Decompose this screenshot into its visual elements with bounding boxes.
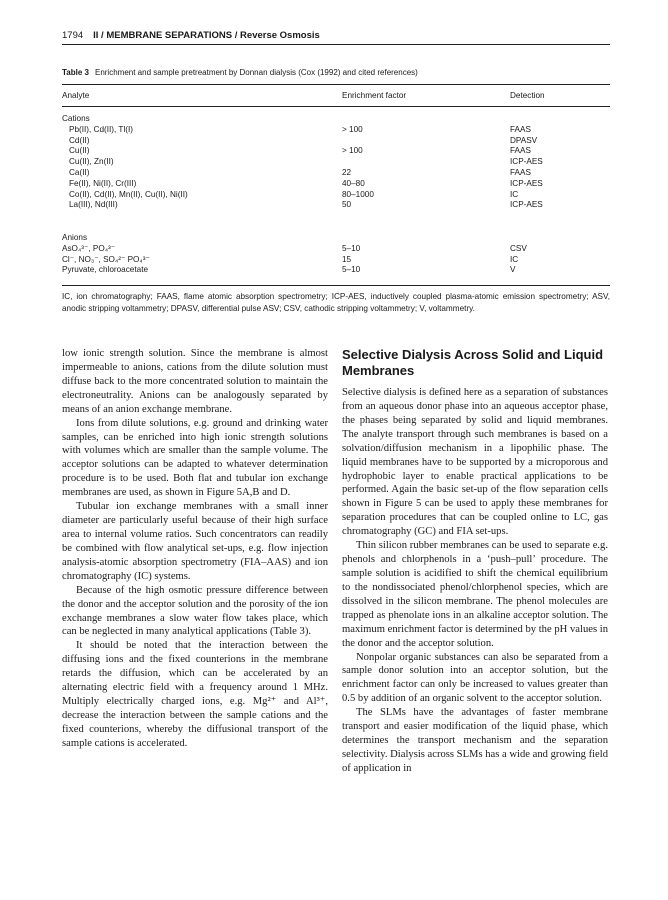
section-heading: Selective Dialysis Across Solid and Liquid Membranes [342,347,604,378]
detection-cell: ICP-AES [510,157,543,167]
enrichment-cell: 50 [342,200,352,210]
body-paragraph: low ionic strength solution. Since the membrane is almost impermeable to anions, cations from the dilute solution must diffuse back to the more concentrated solution to maintain the electroneutrality. Anions can be analogously separated by means of an anion exchange membrane. [62,348,328,415]
table-row [62,200,610,210]
detection-cell: ICP-AES [510,200,543,210]
table-footnote: IC, ion chromatography; FAAS, flame atomic absorption spectrometry; ICP-AES, inductively coupled plasma-atomic emission spectrometry; ASV, anodic stripping voltammetry; DPASV, differential pulse ASV; CSV, cathodic stripping voltammetry; V, voltammetry. [62,292,610,314]
table-row [62,125,610,135]
column-header-enrichment: Enrichment factor [342,91,407,100]
table-caption-text: Enrichment and sample pretreatment by Donnan dialysis (Cox (1992) and cited references) [94,68,418,77]
enrichment-cell: 15 [342,254,352,264]
body-paragraph: Ions from dilute solutions, e.g. ground and drinking water samples, can be enriched into high ionic strength solutions with volumes which are smaller than the sample volume. The acceptor solutions can be adapted to whatever determination procedure is to be used. Both flat and tubular ion exchange membranes are used, as shown in Figure 5A,B and D. [62,417,328,499]
table-header-row [62,91,610,101]
table-row [62,179,610,189]
detection-cell: FAAS [510,146,531,156]
enrichment-cell: 40–80 [342,178,365,188]
group-label: Anions [62,233,88,242]
table-row [62,190,610,200]
enrichment-cell: > 100 [342,124,363,134]
right-paragraphs [342,386,608,776]
right-column [342,347,608,776]
table-label: Table 3 [62,68,89,77]
body-paragraph: It should be noted that the interaction between the diffusing ions and the fixed counterions in the membrane retards the diffusion, which can be accelerated by an alternating electric field with a frequency around 1 MHz. Multiply electrically charged ions, e.g. Mg²⁺ and Al³⁺, decrease the interaction between the sample cations and the fixed counterions, whereby the diffusional transport of the sample cations is accelerated. [62,640,328,749]
analyte-cell: Cl⁻, NO₃⁻, SO₄²⁻ PO₄³⁻ [62,254,150,264]
table-row [62,168,610,178]
header-rule [62,44,610,45]
running-head [62,30,610,41]
body-paragraph: Tubular ion exchange membranes with a small inner diameter are particularly useful because of their high surface area to internal volume ratios. Such concentrators can readily be combined with flow analytical set-ups, e.g. flow injection analysis-atomic absorption spectrometry (FIA–AAS) and ion chromatography (IC) systems. [62,501,328,582]
table-top-rule [62,84,610,85]
analyte-cell: AsO₄³⁻, PO₄³⁻ [62,243,116,253]
group-label: Cations [62,114,90,123]
page-number: 1794 [62,30,84,41]
body-paragraph: Thin silicon rubber membranes can be used to separate e.g. phenols and chlorphenols in a ‘push–pull’ procedure. The sample solution is acidified to shift the chemical equilibrium to the nondissociated phenol/chlorphenol species, which are dissolved in the silicon membrane. The phenol molecules are trapped as phenolate ions in an alkaline acceptor solution. The maximum enrichment factor is determined by the pH values in the donor and the acceptor solution. [342,540,608,649]
body-paragraph: The SLMs have the advantages of faster membrane transport and easier modification of the liquid phase, which determines the transport mechanism and the separation selectivity. Dialysis across SLMs has a wide and growing field of application in [342,707,608,774]
analyte-cell: Pyruvate, chloroacetate [62,265,149,275]
table-header-rule [62,106,610,107]
enrichment-cell: 80–1000 [342,189,374,199]
analyte-cell: Pb(II), Cd(II), Tl(I) [69,124,133,134]
column-header-detection: Detection [510,91,545,100]
analyte-cell: Co(II), Cd(II), Mn(II), Cu(II), Ni(II) [69,189,188,199]
detection-cell: ICP-AES [510,178,543,188]
group-label-anions [62,233,610,243]
table-bottom-rule [62,285,610,286]
detection-cell: CSV [510,243,527,253]
body-paragraph: Selective dialysis is defined here as a separation of substances from an aqueous donor phase into an aqueous acceptor phase, the phases being separated by solid and liquid membranes. The analyte transport through such membranes is based on a solvation/diffusion mechanism in a lipophilic phase. The liquid membranes have to be supported by a microporous and hydrophobic layer to enable practical applications to be performed. Again the basic set-up of the flow separation cells shown in Figure 5 can be used to apply these membranes for separation procedures that can be coupled online to LC, gas chromatography (GC) and FIA set-ups. [342,387,608,538]
group-label-cations [62,114,610,124]
detection-cell: V [510,265,516,275]
enrichment-cell: 22 [342,168,352,177]
analyte-cell: Cd(II) [69,135,90,145]
detection-cell: IC [510,254,519,264]
analyte-cell: Cu(II), Zn(II) [69,157,114,167]
analyte-cell: Cu(II) [69,146,90,156]
table-row [62,136,610,146]
body-paragraph: Nonpolar organic substances can also be separated from a sample donor solution into an acceptor solution, but the enrichment factor can only be increased to values greater than 0.5 by addition of an organic solvent to the acceptor solution. [342,651,608,705]
table-row [62,265,610,275]
running-title: II / MEMBRANE SEPARATIONS / Reverse Osmosis [93,30,320,41]
analyte-cell: Ca(II) [69,168,90,177]
table-row [62,157,610,167]
left-column [62,347,328,751]
detection-cell: IC [510,189,519,199]
analyte-cell: La(III), Nd(III) [69,200,118,210]
table-row [62,255,610,265]
analyte-cell: Fe(II), Ni(II), Cr(III) [69,178,137,188]
table-caption [62,68,610,77]
enrichment-cell: > 100 [342,146,363,156]
detection-cell: FAAS [510,168,531,177]
enrichment-cell: 5–10 [342,265,361,275]
detection-cell: FAAS [510,124,531,134]
enrichment-cell: 5–10 [342,243,361,253]
detection-cell: DPASV [510,135,538,145]
column-header-analyte: Analyte [62,91,90,100]
table-row [62,244,610,254]
body-paragraph: Because of the high osmotic pressure difference between the donor and the acceptor solution and the porosity of the ion exchange membranes a slow water flow takes place, which can be neglected in many analytical applications (Table 3). [62,584,328,638]
table-row [62,146,610,156]
